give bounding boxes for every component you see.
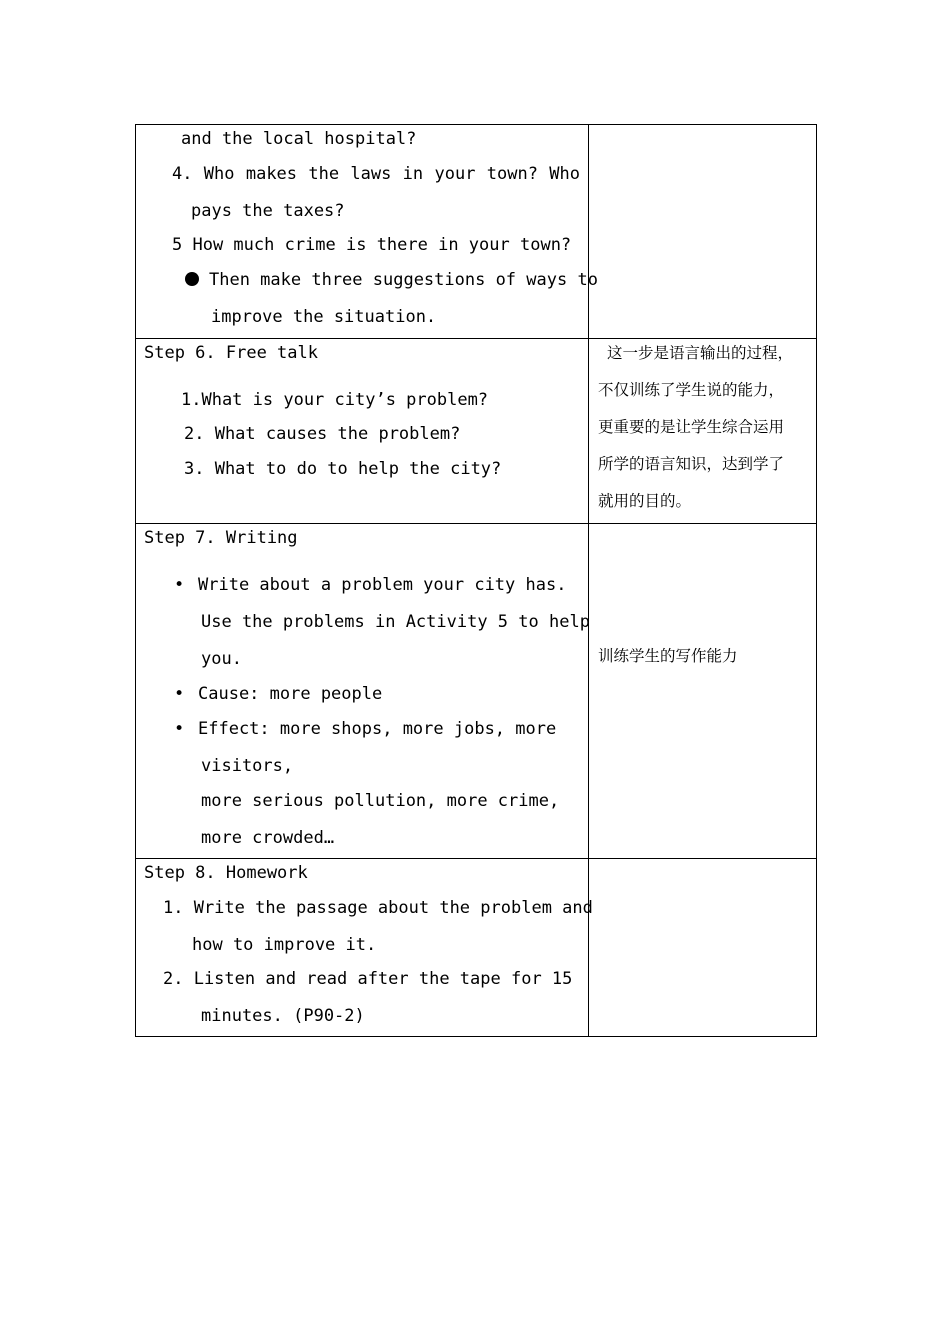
text-line: 5 How much crime is there in your town?	[172, 235, 572, 255]
step-title: Step 6. Free talk	[144, 343, 318, 363]
text-line: you.	[201, 649, 242, 669]
text-line: more crowded…	[201, 828, 335, 848]
note-cell	[589, 524, 817, 859]
text-line: Cause: more people	[198, 684, 383, 704]
lesson-plan-table	[135, 124, 817, 1037]
step-title: Step 7. Writing	[144, 528, 298, 548]
table-row-step7	[136, 524, 817, 859]
content-cell	[136, 339, 589, 524]
text-line: Use the problems in Activity 5 to help	[201, 612, 590, 632]
bullet-icon: •	[174, 684, 185, 704]
note-line: 这一步是语言输出的过程，	[607, 344, 794, 362]
note-cell	[589, 339, 817, 524]
content-cell	[136, 125, 598, 339]
bullet-icon: •	[174, 719, 185, 739]
text-line: and the local hospital?	[181, 129, 417, 149]
text-line: visitors,	[201, 756, 294, 776]
note-cell	[589, 125, 817, 339]
content-cell	[136, 524, 589, 859]
text-line: 2. What causes the problem?	[184, 424, 461, 444]
note-line: 更重要的是让学生综合运用	[598, 418, 785, 436]
note-cell	[589, 859, 817, 1037]
table-row-step8	[136, 859, 817, 1037]
text-line: more serious pollution, more crime,	[201, 791, 560, 811]
content-cell	[136, 859, 593, 1037]
note-line: 所学的语言知识，达到学了	[598, 455, 785, 473]
text-line: Effect: more shops, more jobs, more	[198, 719, 557, 739]
bullet-icon: •	[174, 575, 185, 595]
text-line: 2. Listen and read after the tape for 15	[163, 969, 573, 989]
text-line: pays the taxes?	[191, 201, 345, 221]
text-line: improve the situation.	[211, 307, 437, 327]
bullet-line	[174, 684, 382, 704]
text-line: 3. What to do to help the city?	[184, 459, 502, 479]
note-line: 不仅训练了学生说的能力，	[598, 381, 785, 399]
text-line: how to improve it.	[192, 935, 377, 955]
table-row-continued	[136, 125, 817, 339]
table-row-step6	[136, 339, 817, 524]
text-line: 4. Who makes the laws in your town? Who	[172, 164, 580, 184]
text-line: Write about a problem your city has.	[198, 575, 567, 595]
note-line: 就用的目的。	[598, 492, 692, 510]
text-line: 1.What is your city’s problem?	[181, 390, 489, 410]
note-line: 训练学生的写作能力	[598, 647, 738, 665]
bullet-line	[174, 575, 580, 595]
bullet-line	[174, 719, 580, 739]
text-line: minutes. (P90-2)	[201, 1006, 365, 1026]
step-title: Step 8. Homework	[144, 863, 308, 883]
text-line: 1. Write the passage about the problem and	[163, 898, 593, 918]
bullet-line	[185, 270, 598, 290]
text-line: Then make three suggestions of ways to	[209, 270, 598, 290]
bullet-dot-icon	[185, 272, 199, 286]
